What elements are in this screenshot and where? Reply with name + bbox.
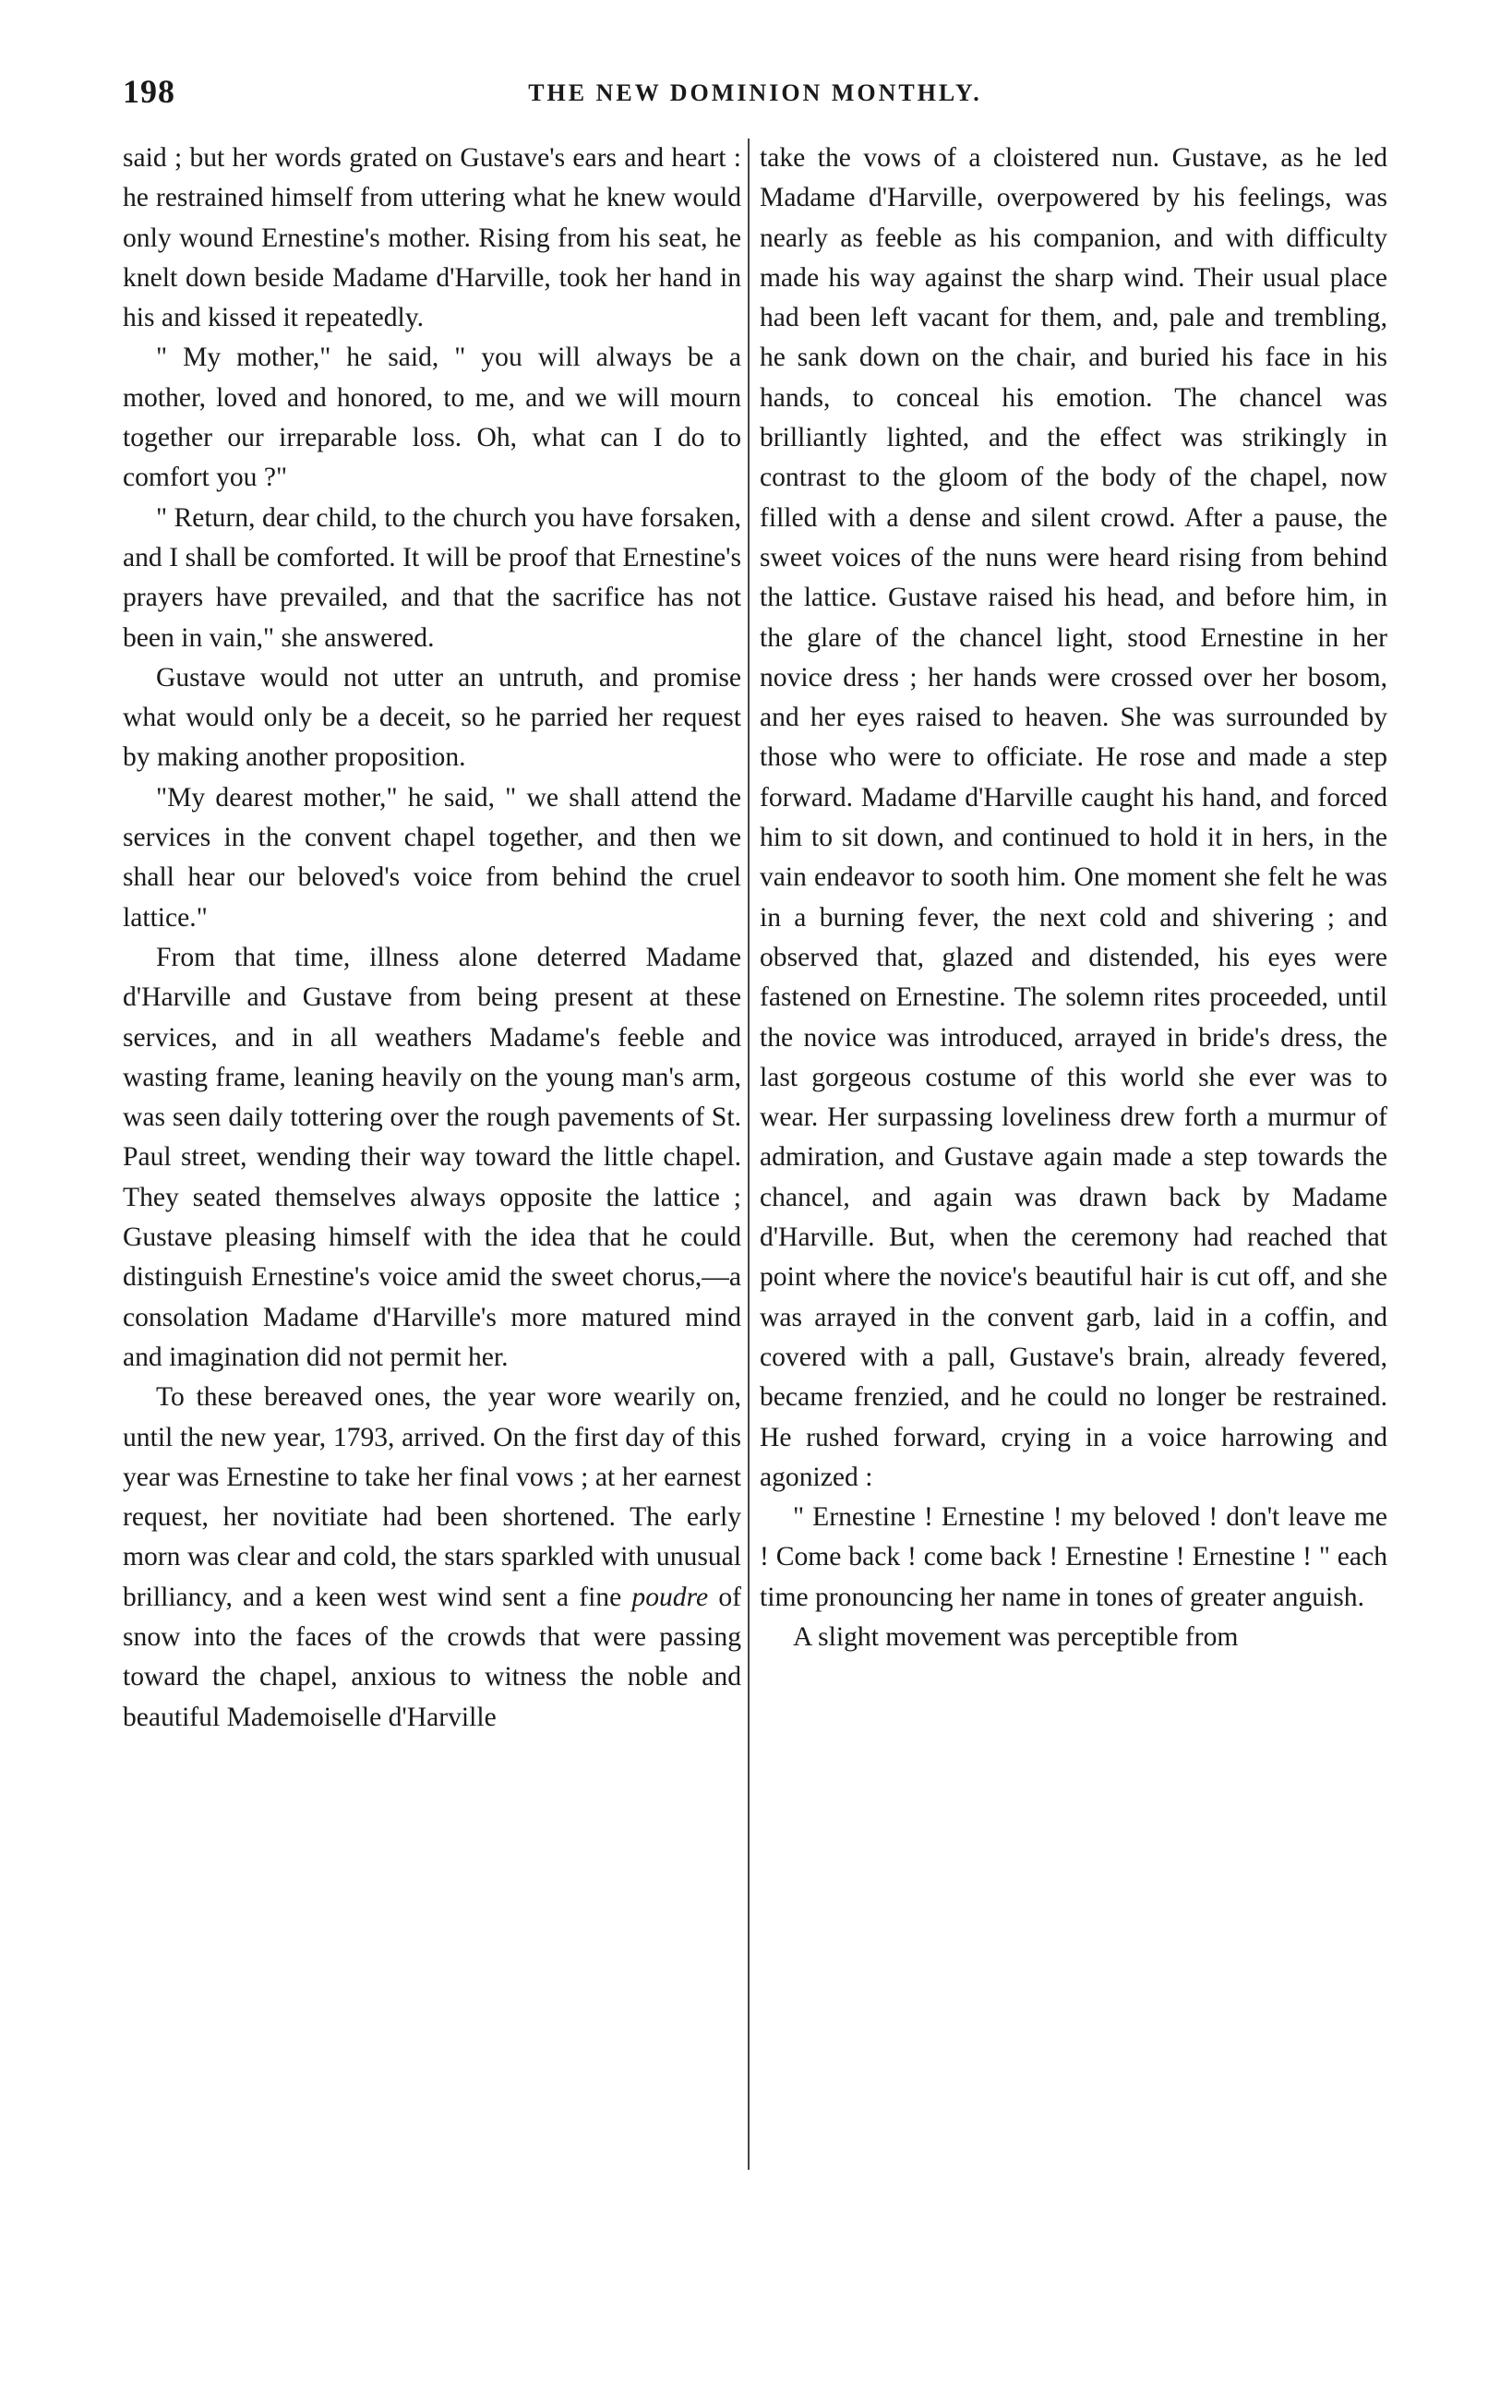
page-header bbox=[123, 72, 1387, 118]
column-divider bbox=[748, 138, 750, 2170]
paragraph: From that time, illness alone deterred Madame d'Harville and Gustave from being present at these services, and in all weathers Madame's feeble and wasting frame, leaning heavily on the young man's arm, was seen daily tottering over the rough pavements of St. Paul street, wending their way toward the little chapel. They seated themselves always opposite the lattice ; Gustave pleasing himself with the idea that he could distinguish Ernestine's voice amid the sweet chorus,—a consolation Madame d'Harville's more matured mind and imagination did not permit her. bbox=[123, 942, 741, 1372]
paragraph: " My mother," he said, " you will always be a mother, loved and honored, to me, and we will mourn together our irreparable loss. Oh, what can I do to comfort you ?" bbox=[123, 343, 741, 493]
paragraph: A slight movement was perceptible from bbox=[793, 1621, 1239, 1652]
paragraph: take the vows of a cloistered nun. Gustave, as he led Madame d'Harville, overpowered by his feelings, was nearly as feeble as his companion, and with difficulty made his way against the sharp wind. Their usual place had been left vacant for them, and, pale and trembling, he sank down on the chair, and buried his face in his hands, to conceal his emotion. The chancel was brilliantly lighted, and the effect was strikingly in contrast to the gloom of the body of the chapel, now filled with a dense and silent crowd. After a pause, the sweet voices of the nuns were heard rising from behind the lattice. Gustave raised his head, and before him, in the glare of the chancel light, stood Ernestine in her novice dress ; her hands were crossed over her bosom, and her eyes raised to heaven. She was surrounded by those who were to officiate. He rose and made a step forward. Madame d'Harville caught his hand, and forced him to sit down, and continued to hold it in hers, in the vain endeavor to sooth him. One moment she felt he was in a burning fever, the next cold and shivering ; and observed that, glazed and distended, his eyes were fastened on Ernestine. The solemn rites proceeded, until the novice was introduced, arrayed in bride's dress, the last gorgeous costume of this world she ever was to wear. Her surpassing loveliness drew forth a murmur of admiration, and Gustave again made a step towards the chancel, and again was drawn back by Madame d'Harville. But, when the ceremony had reached that point where the novice's beautiful hair is cut off, and she was arrayed in the convent garb, laid in a coffin, and covered with a pall, Gustave's brain, already fevered, became frenzied, and he could no longer be restrained. He rushed forward, crying in a voice harrowing and agonized : bbox=[760, 143, 1387, 1492]
paragraph-text: To these bereaved ones, the year wore wearily on, until the new year, 1793, arrived. On the first day of this year was Ernestine to take her final vows ; at her earnest request, her novitiate had been shortened. The early morn was clear and cold, the stars sparkled with unusual brilliancy, and a keen west wind sent a fine bbox=[123, 1382, 741, 1612]
paragraph: said ; but her words grated on Gustave's ears and heart : he restrained himself from uttering what he knew would only wound Ernestine's mother. Rising from his seat, he knelt down beside Madame d'Harville, took her hand in his and kissed it repeatedly. bbox=[123, 143, 741, 333]
paragraph: "My dearest mother," he said, " we shall attend the services in the convent chapel together, and then we shall hear our beloved's voice from behind the cruel lattice." bbox=[123, 782, 741, 933]
paragraph: Gustave would not utter an untruth, and promise what would only be a deceit, so he parried her request by making another proposition. bbox=[123, 662, 741, 773]
italic-word: poudre bbox=[631, 1582, 709, 1612]
running-head: THE NEW DOMINION MONTHLY. bbox=[528, 79, 982, 106]
right-column bbox=[760, 138, 1387, 1657]
paragraph-text: of snow into the faces of the crowds that were passing toward the chapel, anxious to witness the noble and beautiful Mademoiselle d'Harville bbox=[123, 1582, 741, 1732]
left-column bbox=[123, 138, 741, 1738]
paragraph bbox=[123, 1378, 741, 1738]
paragraph: " Return, dear child, to the church you have forsaken, and I shall be comforted. It will be proof that Ernestine's prayers have prevailed, and that the sacrifice has not been in vain," she answered. bbox=[123, 502, 741, 653]
paragraph: " Ernestine ! Ernestine ! my beloved ! don't leave me ! Come back ! come back ! Ernestine ! Ernestine ! " each time pronouncing her name in tones of greater anguish. bbox=[760, 1502, 1387, 1612]
page-number: 198 bbox=[123, 73, 175, 110]
